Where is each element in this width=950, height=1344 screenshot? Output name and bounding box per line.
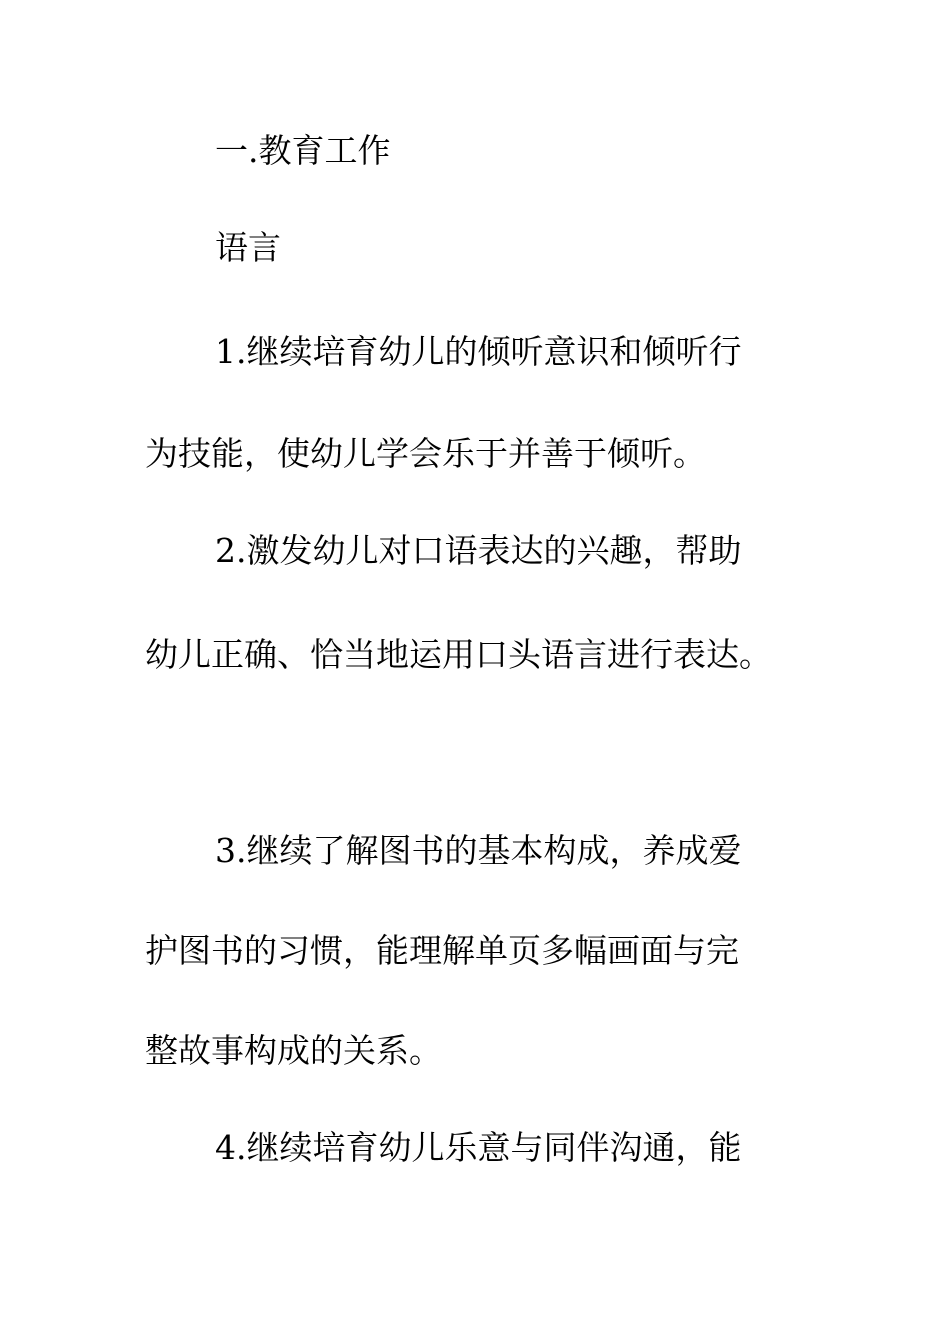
paragraph-line: 1.继续培育幼儿的倾听意识和倾听行 [215,332,742,371]
paragraph-line: 3.继续了解图书的基本构成，养成爱 [215,831,742,870]
paragraph-line: 2.激发幼儿对口语表达的兴趣，帮助 [215,531,742,570]
subsection-heading: 语言 [215,228,281,267]
section-heading: 一.教育工作 [215,131,391,170]
paragraph-line: 为技能，使幼儿学会乐于并善于倾听。 [145,434,706,473]
paragraph-line: 护图书的习惯，能理解单页多幅画面与完 [145,931,739,970]
paragraph-line: 幼儿正确、恰当地运用口头语言进行表达。 [145,635,772,674]
paragraph-line: 4.继续培育幼儿乐意与同伴沟通，能 [215,1128,742,1167]
paragraph-line: 整故事构成的关系。 [145,1031,442,1070]
